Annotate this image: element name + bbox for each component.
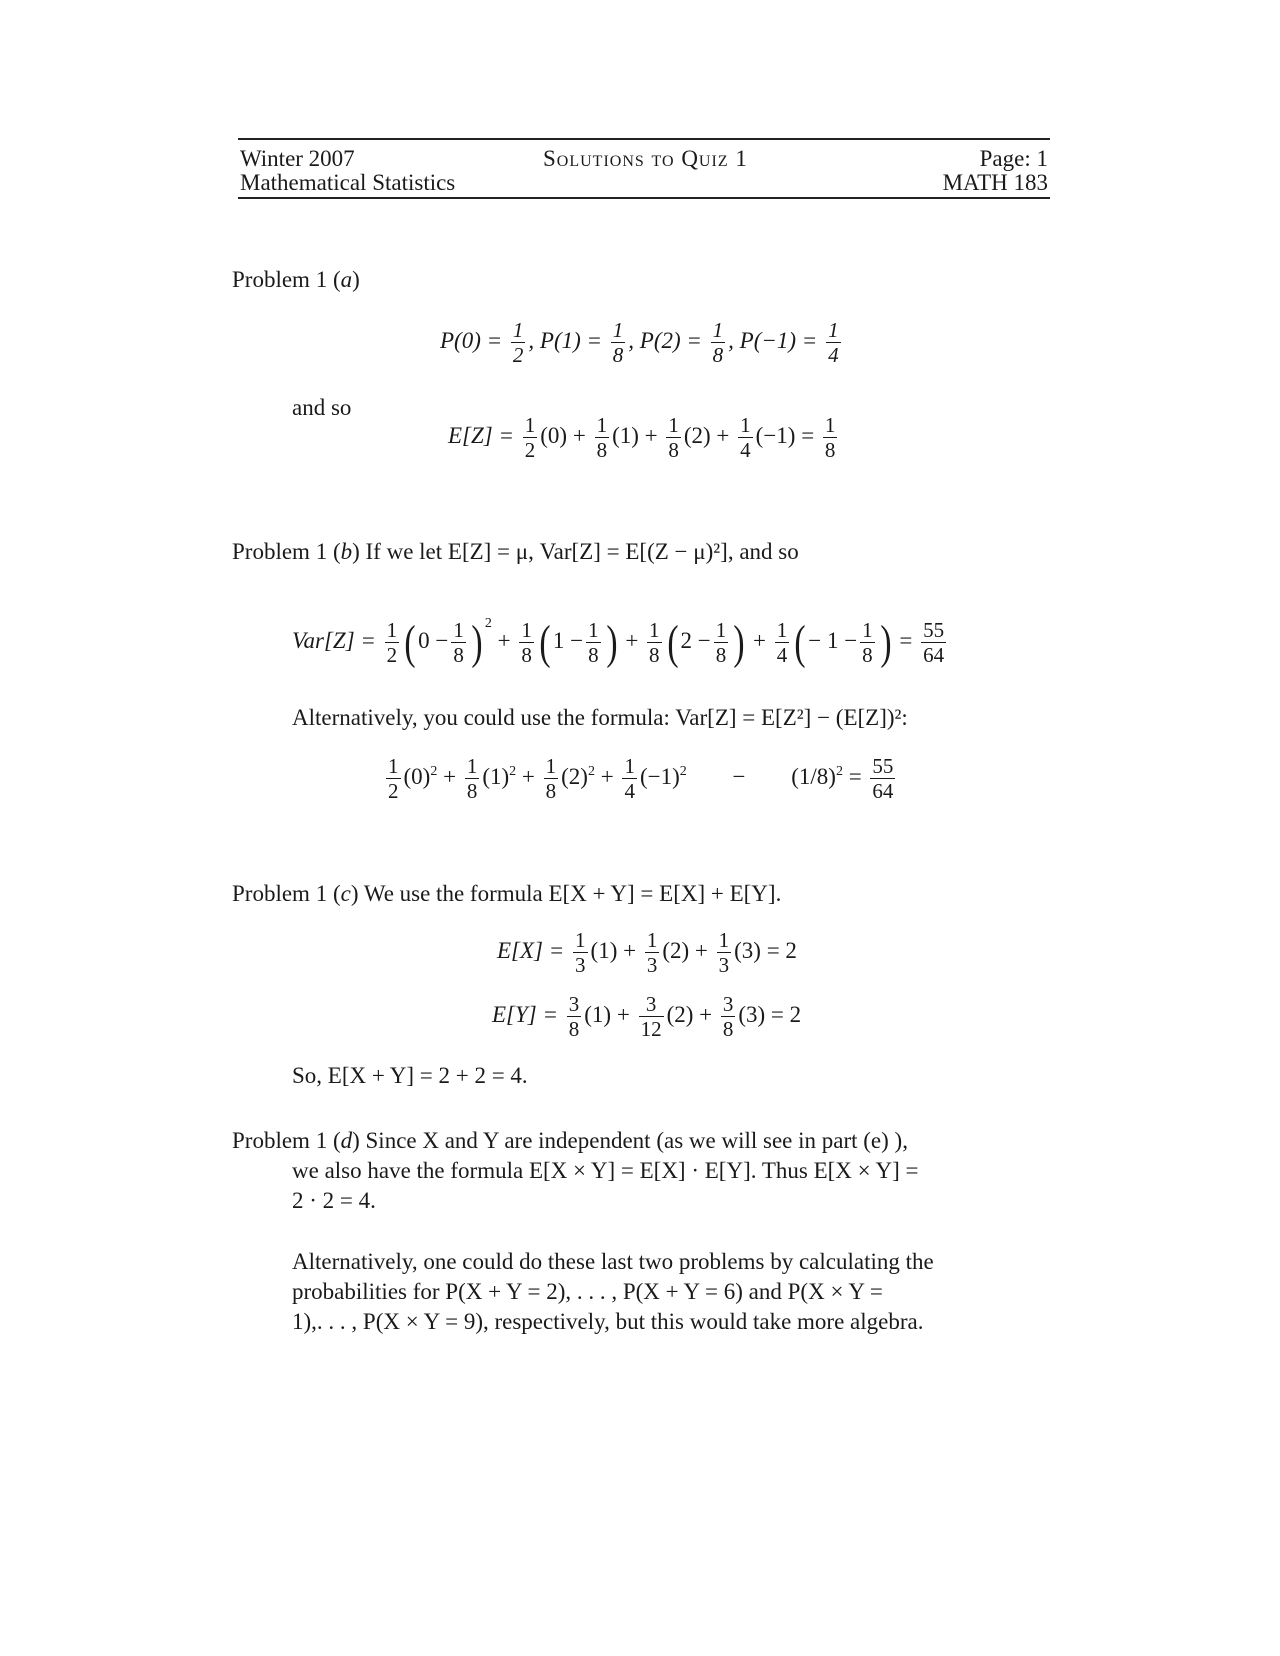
operator: − bbox=[732, 763, 746, 789]
problem-text-line: ) Since X and Y are independent (as we will see in part (e) ), bbox=[352, 1128, 908, 1153]
variance-term bbox=[772, 615, 918, 669]
denominator: 8 bbox=[824, 438, 836, 462]
numerator: 1 bbox=[388, 754, 399, 778]
fraction bbox=[823, 413, 838, 462]
numerator: 1 bbox=[624, 754, 635, 778]
eq-text: (−1) = bbox=[755, 422, 815, 448]
fraction bbox=[622, 754, 637, 803]
header-bottom-rule bbox=[238, 197, 1050, 199]
eq-text: (1/8) bbox=[791, 763, 836, 789]
fraction bbox=[451, 618, 466, 667]
exponent: 2 bbox=[484, 616, 492, 632]
left-paren: ( bbox=[404, 615, 416, 669]
numerator: 55 bbox=[923, 618, 945, 642]
operator: + bbox=[521, 763, 535, 789]
fraction bbox=[826, 318, 841, 367]
numerator: 1 bbox=[828, 318, 839, 342]
fraction bbox=[385, 618, 400, 667]
denominator: 4 bbox=[740, 438, 751, 462]
numerator: 1 bbox=[612, 318, 624, 342]
header-course-code: MATH 183 bbox=[942, 170, 1048, 195]
eq-text: 0 − bbox=[418, 627, 449, 653]
denominator: 8 bbox=[545, 779, 557, 803]
right-paren: ) bbox=[605, 615, 618, 669]
eq-text: 2 − bbox=[680, 627, 711, 653]
and-so-text: and so bbox=[292, 395, 352, 420]
problem-part: a bbox=[340, 267, 353, 292]
right-paren: ) bbox=[880, 615, 892, 669]
fraction bbox=[639, 992, 664, 1041]
p1a-expectation-equation bbox=[448, 413, 840, 462]
p1d-alt-line-3: 1),. . . , P(X × Y = 9), respectively, but this would take more algebra. bbox=[292, 1309, 924, 1334]
eq-text: (2) + bbox=[662, 937, 708, 963]
fraction bbox=[511, 318, 526, 367]
fraction bbox=[386, 754, 401, 803]
numerator: 1 bbox=[718, 928, 730, 952]
problem-part: c bbox=[340, 881, 351, 906]
eq-text: , P(1) = bbox=[528, 327, 603, 353]
eq-text: (2) bbox=[561, 763, 588, 789]
fraction bbox=[573, 928, 588, 977]
problem-part: d bbox=[340, 1128, 353, 1153]
operator: + bbox=[497, 627, 511, 653]
fraction bbox=[567, 992, 582, 1041]
eq-text: (3) = 2 bbox=[738, 1001, 802, 1027]
problem-1c-heading bbox=[232, 880, 781, 908]
problem-label: Problem 1 ( bbox=[232, 539, 341, 564]
numerator: 1 bbox=[575, 928, 586, 952]
fraction bbox=[465, 754, 480, 803]
denominator: 8 bbox=[722, 1017, 734, 1041]
problem-part: b bbox=[340, 539, 353, 564]
denominator: 8 bbox=[649, 643, 660, 667]
numerator: 1 bbox=[776, 618, 788, 642]
numerator: 1 bbox=[466, 754, 478, 778]
problem-label: Problem 1 ( bbox=[232, 1128, 341, 1153]
numerator: 1 bbox=[712, 318, 724, 342]
fraction bbox=[738, 413, 753, 462]
result-fraction bbox=[921, 618, 946, 667]
exponent: 2 bbox=[679, 764, 687, 780]
denominator: 4 bbox=[624, 779, 635, 803]
numerator: 1 bbox=[386, 618, 398, 642]
numerator: 1 bbox=[453, 618, 464, 642]
eq-text: (2) + bbox=[683, 422, 730, 448]
denominator: 8 bbox=[712, 343, 724, 367]
fraction bbox=[544, 754, 559, 803]
left-paren: ( bbox=[666, 615, 679, 669]
denominator: 8 bbox=[596, 438, 608, 462]
variance-term bbox=[644, 615, 772, 669]
denominator: 64 bbox=[872, 779, 894, 803]
denominator: 8 bbox=[568, 1017, 580, 1041]
eq-text: (0) bbox=[403, 763, 431, 789]
left-paren: ( bbox=[539, 615, 551, 669]
fraction bbox=[721, 992, 736, 1041]
problem-1a-heading bbox=[232, 266, 360, 294]
p1c-ey-equation bbox=[492, 992, 801, 1041]
fraction bbox=[860, 618, 875, 667]
denominator: 2 bbox=[524, 438, 536, 462]
eq-text: (1) bbox=[482, 763, 510, 789]
denominator: 8 bbox=[466, 779, 478, 803]
p1d-alt-line-1: Alternatively, one could do these last two problems by calculating the bbox=[292, 1249, 934, 1274]
variance-term bbox=[382, 615, 517, 669]
fraction bbox=[647, 618, 662, 667]
denominator: 8 bbox=[715, 643, 727, 667]
right-paren: ) bbox=[733, 615, 745, 669]
eq-text: (1) + bbox=[584, 1001, 630, 1027]
fraction bbox=[595, 413, 610, 462]
numerator: 3 bbox=[568, 992, 580, 1016]
eq-text: − 1 − bbox=[808, 627, 858, 653]
denominator: 3 bbox=[718, 953, 730, 977]
denominator: 2 bbox=[386, 643, 398, 667]
denominator: 8 bbox=[862, 643, 873, 667]
p1c-ex-equation bbox=[497, 928, 797, 977]
denominator: 4 bbox=[828, 343, 839, 367]
fraction bbox=[611, 318, 626, 367]
header-page-label: Page: 1 bbox=[979, 146, 1048, 171]
eq-text: E[Y] = bbox=[492, 1001, 559, 1027]
problem-label-close: ) bbox=[352, 267, 360, 292]
eq-text: Var[Z] = bbox=[292, 627, 376, 653]
eq-text: P(0) = bbox=[440, 327, 503, 353]
numerator: 1 bbox=[646, 928, 658, 952]
operator: + bbox=[753, 627, 766, 653]
numerator: 1 bbox=[740, 413, 751, 437]
eq-text: (1) + bbox=[590, 937, 637, 963]
numerator: 1 bbox=[588, 618, 599, 642]
numerator: 1 bbox=[824, 413, 836, 437]
problem-1b-heading bbox=[232, 538, 799, 566]
denominator: 3 bbox=[575, 953, 586, 977]
denominator: 64 bbox=[923, 643, 945, 667]
numerator: 1 bbox=[649, 618, 660, 642]
numerator: 1 bbox=[668, 413, 679, 437]
problem-intro: ) If we let E[Z] = μ, Var[Z] = E[(Z − μ)²], and so bbox=[352, 539, 799, 564]
header-top-rule bbox=[238, 138, 1050, 140]
fraction bbox=[717, 928, 732, 977]
exponent: 2 bbox=[835, 764, 843, 780]
eq-text: E[X] = bbox=[497, 937, 565, 963]
eq-text: (0) + bbox=[540, 422, 586, 448]
denominator: 8 bbox=[521, 643, 532, 667]
p1a-probabilities-equation bbox=[440, 318, 844, 367]
problem-intro: ) We use the formula E[X + Y] = E[X] + E[Y]. bbox=[350, 881, 782, 906]
denominator: 2 bbox=[388, 779, 399, 803]
numerator: 3 bbox=[722, 992, 734, 1016]
p1b-variance-equation bbox=[292, 615, 949, 669]
eq-text: (−1) bbox=[639, 763, 680, 789]
numerator: 1 bbox=[862, 618, 873, 642]
denominator: 8 bbox=[588, 643, 599, 667]
problem-1d-heading bbox=[232, 1127, 908, 1155]
numerator: 55 bbox=[872, 754, 894, 778]
right-paren: ) bbox=[471, 615, 483, 669]
denominator: 3 bbox=[646, 953, 658, 977]
numerator: 1 bbox=[521, 618, 532, 642]
operator: = bbox=[848, 763, 862, 789]
numerator: 1 bbox=[715, 618, 727, 642]
denominator: 2 bbox=[512, 343, 524, 367]
alternative-formula-text: Alternatively, you could use the formula: Var[Z] = E[Z²] − (E[Z])²: bbox=[292, 705, 908, 730]
fraction bbox=[666, 413, 681, 462]
fraction bbox=[775, 618, 790, 667]
eq-text: E[Z] = bbox=[448, 422, 515, 448]
p1d-alt-line-2: probabilities for P(X + Y = 2), . . . , P(X + Y = 6) and P(X × Y = bbox=[292, 1279, 883, 1304]
problem-label: Problem 1 ( bbox=[232, 267, 341, 292]
eq-text: 1 − bbox=[552, 627, 584, 653]
eq-text: (2) + bbox=[666, 1001, 713, 1027]
eq-text: , P(−1) = bbox=[728, 327, 818, 353]
fraction bbox=[523, 413, 538, 462]
header-term: Winter 2007 bbox=[240, 146, 355, 171]
operator: + bbox=[600, 763, 614, 789]
denominator: 8 bbox=[668, 438, 679, 462]
denominator: 8 bbox=[453, 643, 464, 667]
header-title: Solutions to Quiz 1 bbox=[543, 146, 748, 171]
numerator: 1 bbox=[524, 413, 536, 437]
variance-term bbox=[516, 615, 644, 669]
result-fraction bbox=[870, 754, 895, 803]
denominator: 12 bbox=[640, 1017, 662, 1041]
fraction bbox=[711, 318, 726, 367]
eq-text: , P(2) = bbox=[628, 327, 702, 353]
p1b-alternative-equation bbox=[383, 754, 898, 803]
operator: + bbox=[625, 627, 639, 653]
header-course-name: Mathematical Statistics bbox=[240, 170, 456, 195]
denominator: 4 bbox=[776, 643, 788, 667]
operator: + bbox=[443, 763, 457, 789]
exponent: 2 bbox=[587, 764, 595, 780]
problem-label: Problem 1 ( bbox=[232, 881, 341, 906]
left-paren: ( bbox=[794, 615, 806, 669]
numerator: 1 bbox=[545, 754, 557, 778]
p1d-line-3: 2 · 2 = 4. bbox=[292, 1188, 376, 1213]
fraction bbox=[645, 928, 660, 977]
eq-text: (1) + bbox=[612, 422, 658, 448]
exponent: 2 bbox=[430, 764, 438, 780]
numerator: 3 bbox=[645, 992, 657, 1016]
exponent: 2 bbox=[509, 764, 517, 780]
p1d-line-2: we also have the formula E[X × Y] = E[X] · E[Y]. Thus E[X × Y] = bbox=[292, 1158, 919, 1183]
denominator: 8 bbox=[612, 343, 624, 367]
operator: = bbox=[899, 627, 913, 653]
p1c-conclusion: So, E[X + Y] = 2 + 2 = 4. bbox=[292, 1063, 528, 1088]
numerator: 1 bbox=[596, 413, 608, 437]
fraction bbox=[586, 618, 601, 667]
fraction bbox=[714, 618, 729, 667]
fraction bbox=[519, 618, 534, 667]
eq-text: (3) = 2 bbox=[734, 937, 797, 963]
numerator: 1 bbox=[512, 318, 524, 342]
